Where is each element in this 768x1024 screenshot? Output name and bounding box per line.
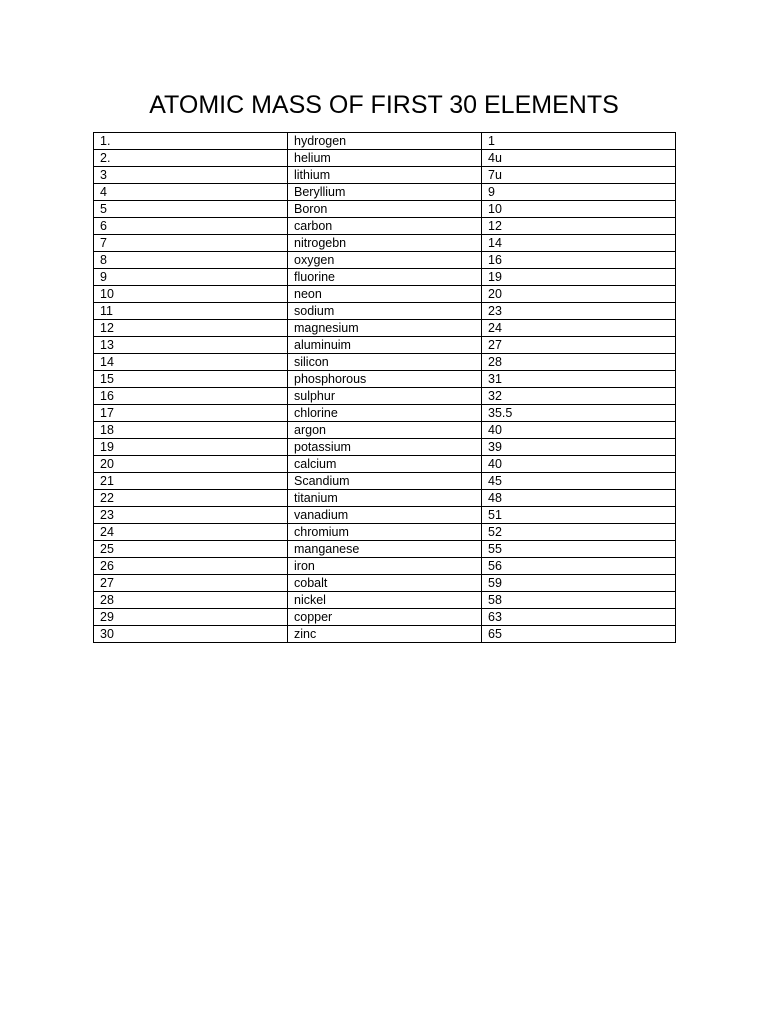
element-number-cell: 22 — [94, 490, 288, 507]
atomic-mass-cell: 45 — [482, 473, 676, 490]
element-number-cell: 30 — [94, 626, 288, 643]
element-number-cell: 14 — [94, 354, 288, 371]
table-row — [94, 558, 676, 575]
element-name-cell: calcium — [288, 456, 482, 473]
element-number-cell: 25 — [94, 541, 288, 558]
atomic-mass-cell: 1 — [482, 133, 676, 150]
table-row — [94, 218, 676, 235]
table-row — [94, 473, 676, 490]
elements-table-body — [94, 133, 676, 643]
table-row — [94, 371, 676, 388]
atomic-mass-cell: 12 — [482, 218, 676, 235]
element-number-cell: 16 — [94, 388, 288, 405]
atomic-mass-cell: 58 — [482, 592, 676, 609]
element-number-cell: 5 — [94, 201, 288, 218]
atomic-mass-cell: 4u — [482, 150, 676, 167]
atomic-mass-cell: 51 — [482, 507, 676, 524]
atomic-mass-cell: 32 — [482, 388, 676, 405]
element-number-cell: 20 — [94, 456, 288, 473]
element-number-cell: 11 — [94, 303, 288, 320]
table-row — [94, 626, 676, 643]
element-name-cell: chromium — [288, 524, 482, 541]
element-name-cell: Boron — [288, 201, 482, 218]
element-name-cell: hydrogen — [288, 133, 482, 150]
element-number-cell: 13 — [94, 337, 288, 354]
element-name-cell: vanadium — [288, 507, 482, 524]
element-name-cell: chlorine — [288, 405, 482, 422]
table-row — [94, 524, 676, 541]
element-name-cell: zinc — [288, 626, 482, 643]
atomic-mass-cell: 20 — [482, 286, 676, 303]
element-name-cell: Beryllium — [288, 184, 482, 201]
atomic-mass-cell: 59 — [482, 575, 676, 592]
element-name-cell: lithium — [288, 167, 482, 184]
atomic-mass-cell: 19 — [482, 269, 676, 286]
atomic-mass-cell: 65 — [482, 626, 676, 643]
element-name-cell: phosphorous — [288, 371, 482, 388]
element-number-cell: 23 — [94, 507, 288, 524]
table-row — [94, 184, 676, 201]
table-row — [94, 337, 676, 354]
element-number-cell: 21 — [94, 473, 288, 490]
table-row — [94, 235, 676, 252]
element-name-cell: silicon — [288, 354, 482, 371]
table-row — [94, 133, 676, 150]
table-row — [94, 269, 676, 286]
element-number-cell: 27 — [94, 575, 288, 592]
table-row — [94, 320, 676, 337]
element-number-cell: 29 — [94, 609, 288, 626]
atomic-mass-cell: 27 — [482, 337, 676, 354]
atomic-mass-cell: 28 — [482, 354, 676, 371]
atomic-mass-cell: 63 — [482, 609, 676, 626]
element-name-cell: iron — [288, 558, 482, 575]
element-number-cell: 17 — [94, 405, 288, 422]
element-name-cell: fluorine — [288, 269, 482, 286]
atomic-mass-cell: 35.5 — [482, 405, 676, 422]
element-name-cell: nitrogebn — [288, 235, 482, 252]
element-name-cell: aluminuim — [288, 337, 482, 354]
table-row — [94, 422, 676, 439]
element-number-cell: 24 — [94, 524, 288, 541]
element-name-cell: argon — [288, 422, 482, 439]
atomic-mass-cell: 48 — [482, 490, 676, 507]
element-name-cell: oxygen — [288, 252, 482, 269]
element-number-cell: 7 — [94, 235, 288, 252]
element-number-cell: 15 — [94, 371, 288, 388]
table-row — [94, 388, 676, 405]
element-number-cell: 26 — [94, 558, 288, 575]
atomic-mass-cell: 7u — [482, 167, 676, 184]
table-row — [94, 490, 676, 507]
table-row — [94, 592, 676, 609]
table-row — [94, 507, 676, 524]
element-name-cell: magnesium — [288, 320, 482, 337]
element-number-cell: 10 — [94, 286, 288, 303]
atomic-mass-cell: 16 — [482, 252, 676, 269]
element-number-cell: 4 — [94, 184, 288, 201]
element-name-cell: cobalt — [288, 575, 482, 592]
table-row — [94, 405, 676, 422]
atomic-mass-cell: 40 — [482, 422, 676, 439]
element-name-cell: Scandium — [288, 473, 482, 490]
table-row — [94, 456, 676, 473]
element-number-cell: 8 — [94, 252, 288, 269]
table-row — [94, 354, 676, 371]
table-row — [94, 575, 676, 592]
atomic-mass-cell: 10 — [482, 201, 676, 218]
element-number-cell: 3 — [94, 167, 288, 184]
elements-table — [93, 132, 676, 643]
element-name-cell: manganese — [288, 541, 482, 558]
element-number-cell: 28 — [94, 592, 288, 609]
atomic-mass-cell: 39 — [482, 439, 676, 456]
table-row — [94, 150, 676, 167]
atomic-mass-cell: 23 — [482, 303, 676, 320]
element-number-cell: 19 — [94, 439, 288, 456]
element-name-cell: potassium — [288, 439, 482, 456]
table-row — [94, 286, 676, 303]
element-name-cell: sodium — [288, 303, 482, 320]
table-row — [94, 439, 676, 456]
atomic-mass-cell: 9 — [482, 184, 676, 201]
element-name-cell: neon — [288, 286, 482, 303]
page-title: ATOMIC MASS OF FIRST 30 ELEMENTS — [149, 91, 619, 119]
element-name-cell: carbon — [288, 218, 482, 235]
element-name-cell: titanium — [288, 490, 482, 507]
atomic-mass-cell: 24 — [482, 320, 676, 337]
element-number-cell: 18 — [94, 422, 288, 439]
element-name-cell: nickel — [288, 592, 482, 609]
atomic-mass-cell: 56 — [482, 558, 676, 575]
table-row — [94, 303, 676, 320]
element-name-cell: sulphur — [288, 388, 482, 405]
table-row — [94, 609, 676, 626]
atomic-mass-cell: 31 — [482, 371, 676, 388]
atomic-mass-cell: 14 — [482, 235, 676, 252]
element-number-cell: 12 — [94, 320, 288, 337]
element-number-cell: 2. — [94, 150, 288, 167]
table-row — [94, 167, 676, 184]
element-name-cell: copper — [288, 609, 482, 626]
table-row — [94, 252, 676, 269]
table-row — [94, 201, 676, 218]
element-number-cell: 6 — [94, 218, 288, 235]
element-number-cell: 9 — [94, 269, 288, 286]
atomic-mass-cell: 55 — [482, 541, 676, 558]
atomic-mass-cell: 40 — [482, 456, 676, 473]
atomic-mass-cell: 52 — [482, 524, 676, 541]
table-row — [94, 541, 676, 558]
element-name-cell: helium — [288, 150, 482, 167]
element-number-cell: 1. — [94, 133, 288, 150]
